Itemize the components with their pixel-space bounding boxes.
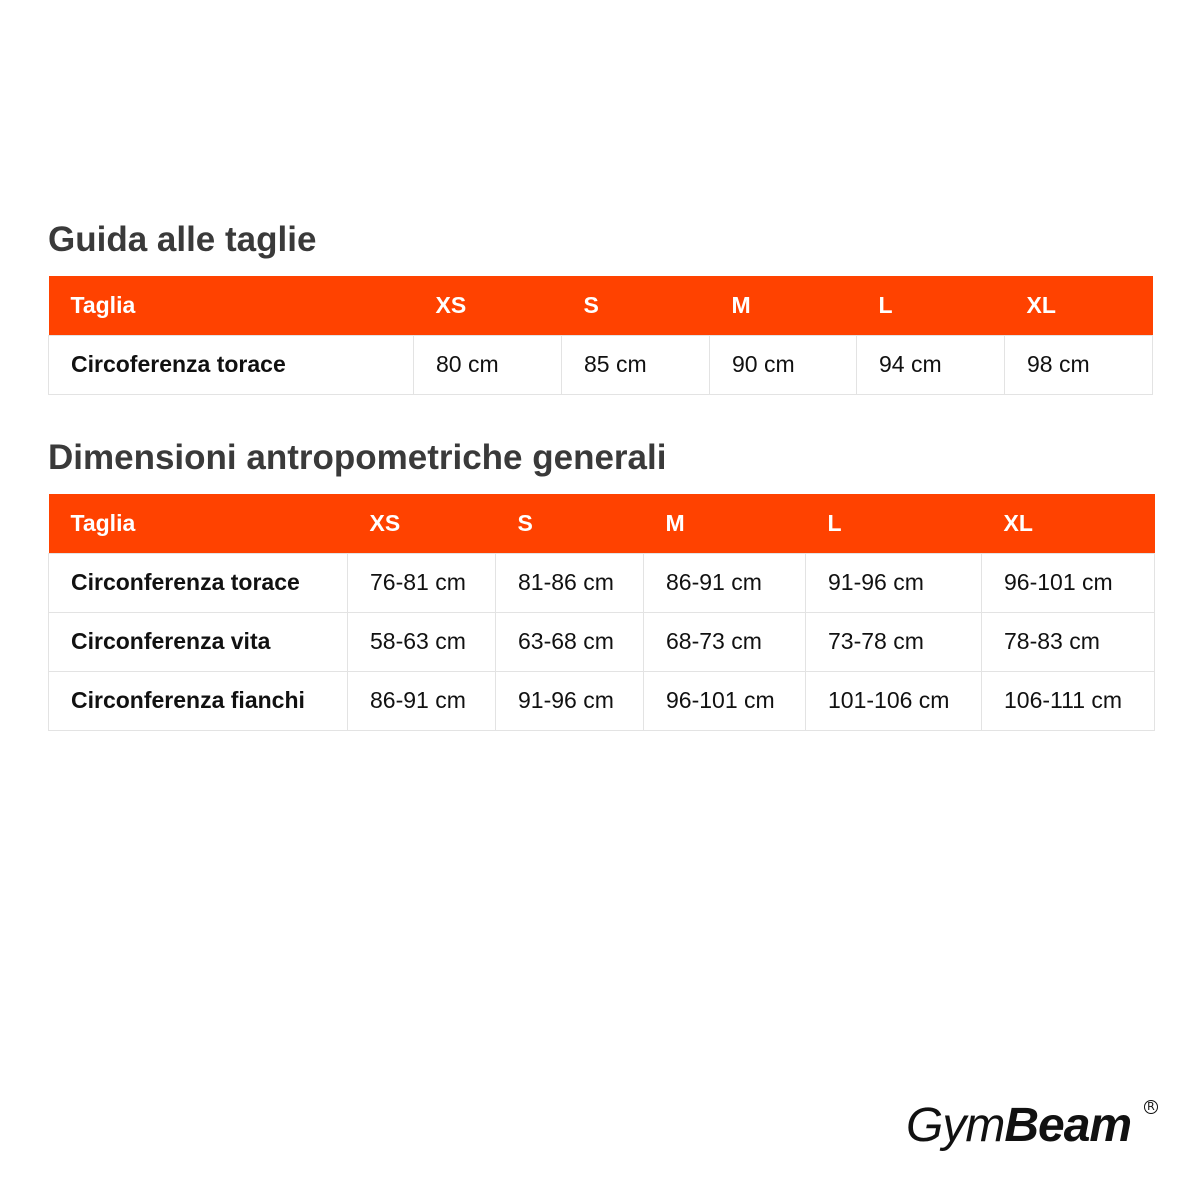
table-cell: 91-96 cm — [806, 553, 982, 612]
table-cell: 80 cm — [414, 335, 562, 394]
table-cell: 78-83 cm — [982, 612, 1155, 671]
row-label: Circonferenza vita — [49, 612, 348, 671]
table-cell: 96-101 cm — [644, 671, 806, 730]
brand-logo — [906, 1094, 1156, 1158]
header-cell-s: S — [496, 494, 644, 553]
anthropometric-table — [48, 494, 1155, 731]
table-cell: 63-68 cm — [496, 612, 644, 671]
header-cell-l: L — [806, 494, 982, 553]
table-header-row — [49, 494, 1155, 553]
table-row — [49, 335, 1153, 394]
table-cell: 68-73 cm — [644, 612, 806, 671]
table-cell: 94 cm — [857, 335, 1005, 394]
anthropometric-title: Dimensioni antropometriche generali — [48, 438, 667, 477]
table-cell: 90 cm — [710, 335, 857, 394]
table-cell: 81-86 cm — [496, 553, 644, 612]
table-cell: 76-81 cm — [348, 553, 496, 612]
brand-logo-text — [906, 1094, 1156, 1158]
table-cell: 86-91 cm — [644, 553, 806, 612]
header-cell-size: Taglia — [49, 276, 414, 335]
row-label: Circoferenza torace — [49, 335, 414, 394]
brand-logo-bold: Beam — [1004, 1099, 1132, 1152]
table-cell: 58-63 cm — [348, 612, 496, 671]
size-guide-title: Guida alle taglie — [48, 220, 317, 259]
table-cell: 85 cm — [562, 335, 710, 394]
table-cell: 73-78 cm — [806, 612, 982, 671]
header-cell-l: L — [857, 276, 1005, 335]
table-cell: 91-96 cm — [496, 671, 644, 730]
registered-mark-icon: R — [1144, 1100, 1158, 1114]
brand-logo-light: Gym — [906, 1099, 1005, 1152]
table-cell: 86-91 cm — [348, 671, 496, 730]
header-cell-xs: XS — [414, 276, 562, 335]
table-row — [49, 612, 1155, 671]
header-cell-s: S — [562, 276, 710, 335]
table-row — [49, 671, 1155, 730]
table-cell: 98 cm — [1005, 335, 1153, 394]
table-cell: 101-106 cm — [806, 671, 982, 730]
header-cell-m: M — [710, 276, 857, 335]
header-cell-xl: XL — [982, 494, 1155, 553]
table-cell: 106-111 cm — [982, 671, 1155, 730]
row-label: Circonferenza torace — [49, 553, 348, 612]
table-cell: 96-101 cm — [982, 553, 1155, 612]
header-cell-xl: XL — [1005, 276, 1153, 335]
size-guide-table — [48, 276, 1153, 395]
header-cell-m: M — [644, 494, 806, 553]
table-header-row — [49, 276, 1153, 335]
table-row — [49, 553, 1155, 612]
header-cell-size: Taglia — [49, 494, 348, 553]
row-label: Circonferenza fianchi — [49, 671, 348, 730]
header-cell-xs: XS — [348, 494, 496, 553]
